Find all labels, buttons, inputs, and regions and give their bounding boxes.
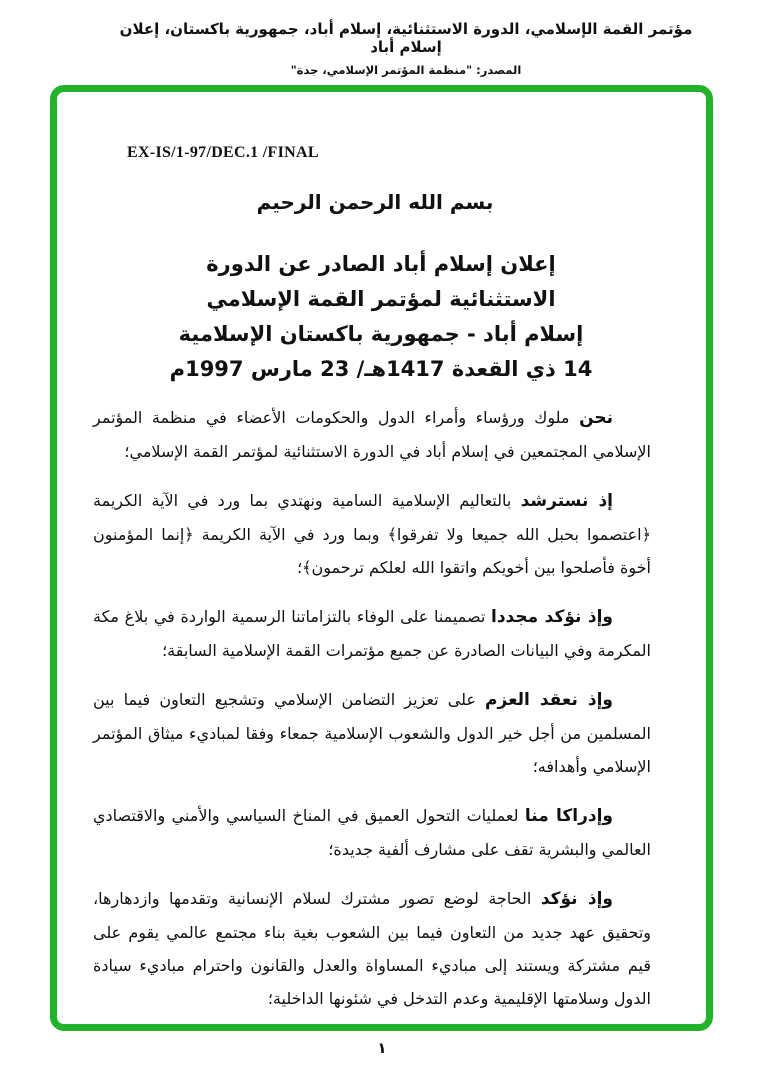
document-header <box>100 20 712 77</box>
declaration-title <box>95 247 667 387</box>
paragraph-text: على تعزيز التضامن الإسلامي وتشجيع التعاون فيما بين المسلمين من أجل خير الدول والشعوب الإسلامية جمعاء وفقا لمباديء ميثاق المؤتمر الإسلامي وأهدافه؛ <box>93 690 651 776</box>
bismillah-invocation: بسم الله الرحمن الرحيم <box>256 190 494 214</box>
paragraph-resolve <box>93 683 651 783</box>
title-line-4: 14 ذي القعدة 1417هـ/ 23 مارس 1997م <box>169 357 593 381</box>
paragraph-lead: وإذ نؤكد <box>540 889 613 909</box>
title-line-3: إسلام أباد - جمهورية باكستان الإسلامية <box>178 322 584 346</box>
page-number: ١ <box>377 1039 387 1057</box>
paragraph-text: الحاجة لوضع تصور مشترك لسلام الإنسانية وتقدمها وازدهارها، وتحقيق عهد جديد من التعاون فيما بين الشعوب بغية بناء مجتمع عالمي يقوم على قيم مشتركة ويستند إلى مباديء المساواة والعدل والقانون واحترام مباديء سيادة الدول وسلامتها الإقليمية وعدم التدخل في شئونها الداخلية؛ <box>93 889 651 1008</box>
header-publisher-line: المصدر: "منظمة المؤتمر الإسلامي، جدة" <box>290 63 522 77</box>
paragraph-preamble <box>93 401 651 468</box>
paragraph-text: لعمليات التحول العميق في المناخ السياسي والأمني والاقتصادي العالمي والبشرية تقف على مشارف ألفية جديدة؛ <box>93 806 651 859</box>
paragraph-lead: إذ نسترشد <box>520 491 613 511</box>
paragraph-guidance <box>93 484 651 584</box>
paragraph-lead: نحن <box>579 408 613 428</box>
paragraph-lead: وإذ نؤكد مجددا <box>491 607 613 627</box>
paragraph-awareness <box>93 799 651 866</box>
paragraph-reaffirmation <box>93 600 651 667</box>
paragraph-text: تصميمنا على الوفاء بالتزاماتنا الرسمية الواردة في بلاغ مكة المكرمة وفي البيانات الصادرة عن جميع مؤتمرات القمة الإسلامية السابقة؛ <box>93 607 651 660</box>
document-reference-number: EX-IS/1-97/DEC.1 /FINAL <box>127 144 319 161</box>
paragraph-text: ملوك ورؤساء وأمراء الدول والحكومات الأعضاء في منظمة المؤتمر الإسلامي المجتمعين في إسلام أباد في الدورة الاستثنائية لمؤتمر القمة الإسلامي؛ <box>93 408 651 461</box>
paragraph-text: بالتعاليم الإسلامية السامية ونهتدي بما ورد في الآية الكريمة ﴿اعتصموا بحبل الله جميعا ولا تفرقوا﴾ وبما ورد في الآية الكريمة ﴿إنما المؤمنون أخوة فأصلحوا بين أخويكم واتقوا الله لعلكم ترحمون﴾؛ <box>93 491 651 577</box>
header-source-line: مؤتمر القمة الإسلامي، الدورة الاستثنائية، إسلام أباد، جمهورية باكستان، إعلان إسلام أباد <box>119 20 693 56</box>
paragraph-lead: وإدراكا منا <box>524 806 613 826</box>
paragraph-lead: وإذ نعقد العزم <box>485 690 613 710</box>
title-line-1: إعلان إسلام أباد الصادر عن الدورة <box>206 252 556 276</box>
paragraph-shared-vision <box>93 882 651 1015</box>
declaration-body <box>93 401 651 1031</box>
title-line-2: الاستثنائية لمؤتمر القمة الإسلامي <box>206 287 556 311</box>
